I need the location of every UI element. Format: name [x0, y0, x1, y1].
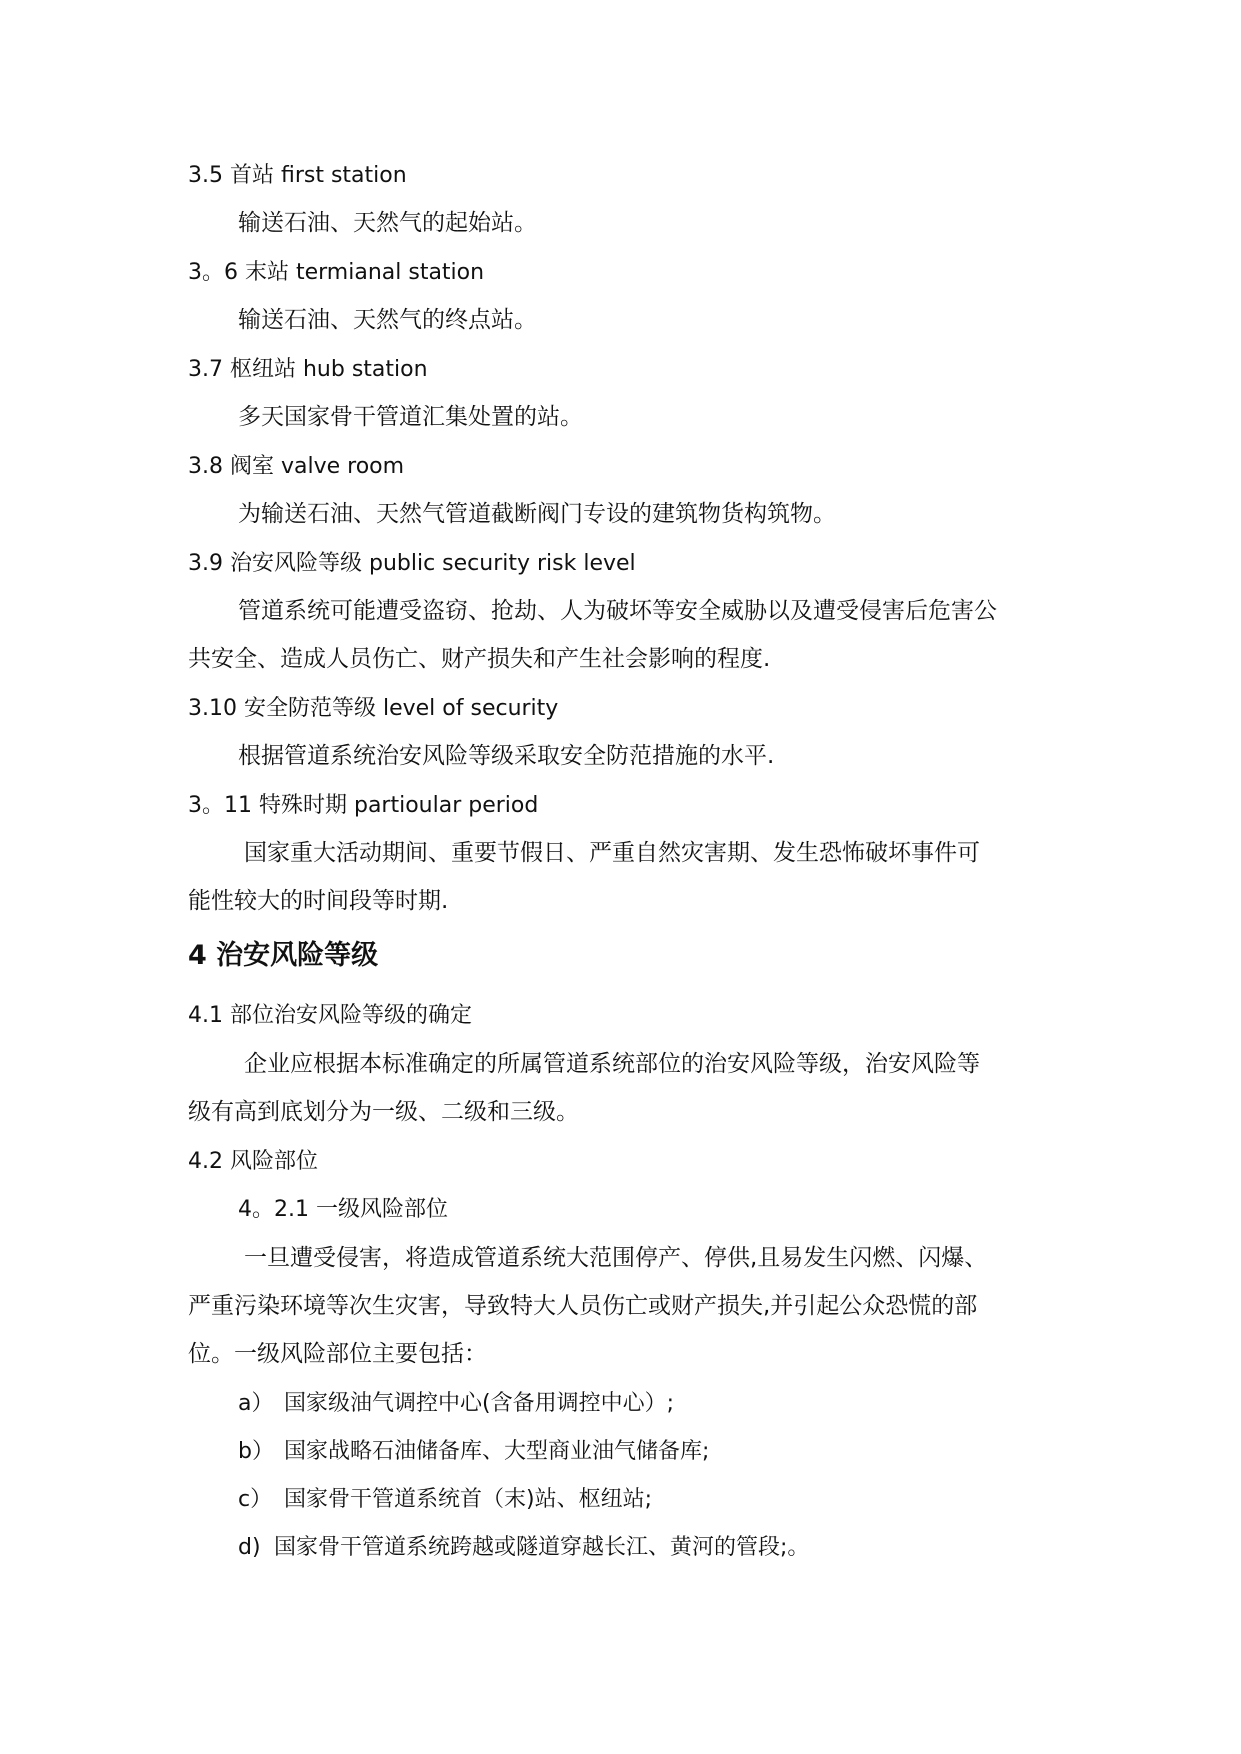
- definition-3-10: 根据管道系统治安风险等级采取安全防范措施的水平.: [238, 743, 775, 769]
- term-3-5: 3.5 首站 first station: [188, 163, 407, 188]
- term-3-7: 3.7 枢纽站 hub station: [188, 357, 428, 382]
- list-item: [238, 1533, 809, 1563]
- definition-3-11-line2: 能性较大的时间段等时期.: [188, 888, 449, 914]
- list-item: [238, 1437, 709, 1467]
- list-item-text: 国家级油气调控中心(含备用调控中心）;: [284, 1391, 674, 1416]
- definition-3-9-line1: 管道系统可能遭受盗窃、抢劫、人为破坏等安全威胁以及遭受侵害后危害公: [238, 598, 997, 624]
- definition-3-9-line2: 共安全、造成人员伤亡、财产损失和产生社会影响的程度.: [188, 646, 771, 672]
- paragraph-4-2-1-line3: 位。一级风险部位主要包括：: [188, 1341, 487, 1367]
- subsection-4-1: 4.1 部位治安风险等级的确定: [188, 1003, 472, 1028]
- paragraph-4-1-line1: 企业应根据本标准确定的所属管道系统部位的治安风险等级，治安风险等: [244, 1051, 980, 1077]
- list-marker: c）: [238, 1487, 273, 1512]
- term-3-11: 3。11 特殊时期 partioular period: [188, 793, 539, 818]
- list-item-text: 国家战略石油储备库、大型商业油气储备库;: [284, 1439, 710, 1464]
- section-heading-4: 4 治安风险等级: [188, 940, 379, 971]
- term-3-9: 3.9 治安风险等级 public security risk level: [188, 551, 636, 576]
- paragraph-4-2-1-line1: 一旦遭受侵害，将造成管道系统大范围停产、停供,且易发生闪燃、闪爆、: [244, 1245, 988, 1271]
- term-3-10: 3.10 安全防范等级 level of security: [188, 696, 559, 721]
- definition-3-5: 输送石油、天然气的起始站。: [238, 210, 537, 236]
- definition-3-8: 为输送石油、天然气管道截断阀门专设的建筑物货构筑物。: [238, 501, 836, 527]
- list-item-text: 国家骨干管道系统跨越或隧道穿越长江、黄河的管段;。: [274, 1535, 810, 1560]
- term-3-8: 3.8 阀室 valve room: [188, 454, 405, 479]
- list-marker: d): [238, 1535, 261, 1560]
- list-item: [238, 1389, 674, 1419]
- subsection-4-2-1: 4。2.1 一级风险部位: [238, 1197, 448, 1222]
- list-item-text: 国家骨干管道系统首（末)站、枢纽站;: [284, 1487, 652, 1512]
- subsection-4-2: 4.2 风险部位: [188, 1149, 318, 1174]
- definition-3-7: 多天国家骨干管道汇集处置的站。: [238, 404, 583, 430]
- definition-3-11-line1: 国家重大活动期间、重要节假日、严重自然灾害期、发生恐怖破坏事件可: [244, 840, 980, 866]
- term-3-6: 3。6 末站 termianal station: [188, 260, 485, 285]
- list-marker: b）: [238, 1439, 274, 1464]
- list-item: [238, 1485, 652, 1515]
- definition-3-6: 输送石油、天然气的终点站。: [238, 307, 537, 333]
- list-marker: a）: [238, 1391, 274, 1416]
- paragraph-4-1-line2: 级有高到底划分为一级、二级和三级。: [188, 1099, 579, 1125]
- paragraph-4-2-1-line2: 严重污染环境等次生灾害，导致特大人员伤亡或财产损失,并引起公众恐慌的部: [188, 1293, 978, 1319]
